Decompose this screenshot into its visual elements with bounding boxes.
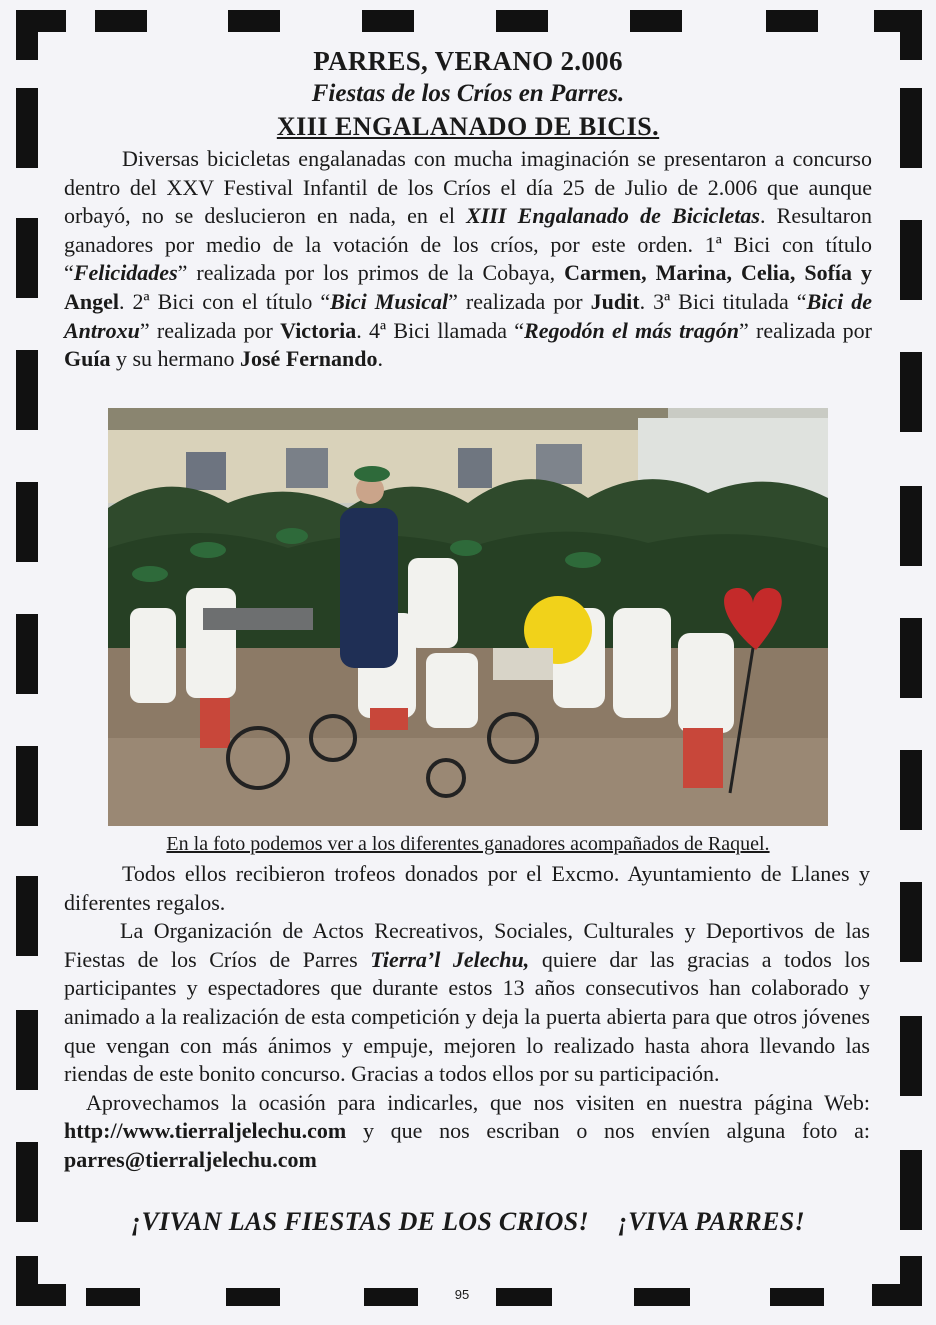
- page-number: 95: [442, 1284, 482, 1306]
- border-dash: [900, 1150, 922, 1230]
- intro-paragraph: [64, 145, 872, 374]
- contact-text-run: Aprovechamos la ocasión para indicarles, que nos visiten en nuestra página Web:: [86, 1089, 870, 1115]
- border-dash: [900, 220, 922, 300]
- intro-text-run: . Resultaron ganadores por medio de la votación de los críos, por este orden. 1ª Bici con título “: [64, 203, 872, 286]
- border-dash: [16, 1142, 38, 1222]
- thanks-text-run: quiere dar las gracias a todos los participantes y espectadores que durante estos 13 años consecutivos han colaborado y animado a la realización de esta competición y deja la puerta abierta para que otros jóvenes que vengan con más ánimos y empuje, mejoren lo realizado hasta ahora llevando las riendas de este bonito concurso. Gracias a todos ellos por su participación.: [64, 946, 871, 1087]
- border-dash: [95, 10, 147, 32]
- border-dash: [630, 10, 682, 32]
- border-dash: [770, 1288, 824, 1306]
- border-dash: [900, 1256, 922, 1306]
- border-dash: [496, 10, 548, 32]
- intro-text-run: Regodón el más tragón: [524, 317, 739, 343]
- intro-text-run: ” realizada por: [738, 317, 872, 343]
- thanks-text-run: La Organización de Actos Recreativos, Sociales, Culturales y Deportivos de las Fiestas de los Críos de Parres: [64, 918, 870, 972]
- intro-text-run: José Fernando: [240, 346, 378, 372]
- closing-slogans: [64, 1205, 872, 1239]
- photo-illustration: [108, 408, 828, 826]
- intro-text-run: Diversas bicicletas engalanadas con mucha imaginación se presentaron a concurso dentro del XXV Festival Infantil de los Críos el día 25 de Julio de 2.006 que aunque orbayó, no se deslucieron en nada, en el: [64, 146, 872, 229]
- closing-slogan-fiestas: ¡VIVAN LAS FIESTAS DE LOS CRIOS!: [131, 1207, 589, 1236]
- border-dash: [900, 750, 922, 830]
- contact-paragraph: [64, 1089, 870, 1175]
- border-dash: [900, 10, 922, 60]
- intro-text-run: ” realizada por: [448, 288, 591, 314]
- border-dash: [16, 88, 38, 168]
- border-dash: [16, 876, 38, 956]
- border-dash: [86, 1288, 140, 1306]
- page-title: PARRES, VERANO 2.006: [313, 46, 623, 76]
- intro-text-run: . 4ª Bici llamada “: [356, 317, 525, 343]
- border-dash: [364, 1288, 418, 1306]
- intro-text-run: Bici de Antroxu: [64, 288, 872, 343]
- border-dash: [900, 88, 922, 168]
- page-subtitle: Fiestas de los Críos en Parres.: [311, 80, 625, 107]
- intro-text-run: Judit: [590, 288, 640, 314]
- trophies-paragraph: Todos ellos recibieron trofeos donados por el Excmo. Ayuntamiento de Llanes y diferentes regalos.: [64, 861, 870, 915]
- border-dash: [226, 1288, 280, 1306]
- intro-text-run: ” realizada por: [139, 317, 281, 343]
- border-dash: [16, 10, 38, 60]
- border-dash: [634, 1288, 690, 1306]
- intro-text-run: Bici Musical: [330, 288, 449, 314]
- intro-text-run: Guía: [64, 346, 111, 372]
- border-dash: [362, 10, 414, 32]
- border-dash: [496, 1288, 552, 1306]
- header-block: [64, 44, 872, 374]
- border-dash: [228, 10, 280, 32]
- contact-text-run: parres@tierraljelechu.com: [64, 1146, 317, 1172]
- photo-caption: En la foto podemos ver a los diferentes ganadores acompañados de Raquel.: [166, 833, 770, 855]
- intro-text-run: y su hermano: [110, 346, 240, 372]
- border-dash: [900, 618, 922, 698]
- contact-text-run: y que nos escriban o nos envíen alguna foto a:: [346, 1118, 870, 1144]
- contact-text-run: http://www.tierraljelechu.com: [64, 1118, 347, 1144]
- border-dash: [16, 350, 38, 430]
- thanks-paragraph: [64, 917, 870, 1089]
- border-dash: [16, 1256, 38, 1306]
- group-photo: [108, 408, 828, 826]
- border-dash: [16, 746, 38, 826]
- intro-text-run: ” realizada por los primos de la Cobaya,: [177, 260, 565, 286]
- body-text: [64, 860, 870, 1175]
- border-dash: [900, 352, 922, 432]
- border-dash: [16, 218, 38, 298]
- border-dash: [900, 486, 922, 566]
- border-dash: [16, 614, 38, 694]
- border-dash: [766, 10, 818, 32]
- intro-text-run: .: [377, 346, 383, 372]
- intro-text-run: . 3ª Bici titulada “: [639, 288, 807, 314]
- border-dash: [16, 1010, 38, 1090]
- intro-text-run: Carmen, Marina, Celia, Sofía y Angel: [64, 260, 872, 314]
- border-dash: [16, 482, 38, 562]
- closing-slogan-parres: ¡VIVA PARRES!: [617, 1207, 805, 1236]
- border-dash: [900, 882, 922, 962]
- intro-text-run: Victoria: [280, 317, 357, 343]
- border-dash: [900, 1016, 922, 1096]
- intro-text-run: . 2ª Bici con el título “: [119, 288, 331, 314]
- intro-text-run: Felicidades: [73, 260, 178, 286]
- intro-text-run: XIII Engalanado de Bicicletas: [466, 203, 760, 229]
- section-heading: XIII ENGALANADO DE BICIS.: [276, 112, 660, 141]
- thanks-text-run: Tierra’l Jelechu,: [370, 946, 530, 972]
